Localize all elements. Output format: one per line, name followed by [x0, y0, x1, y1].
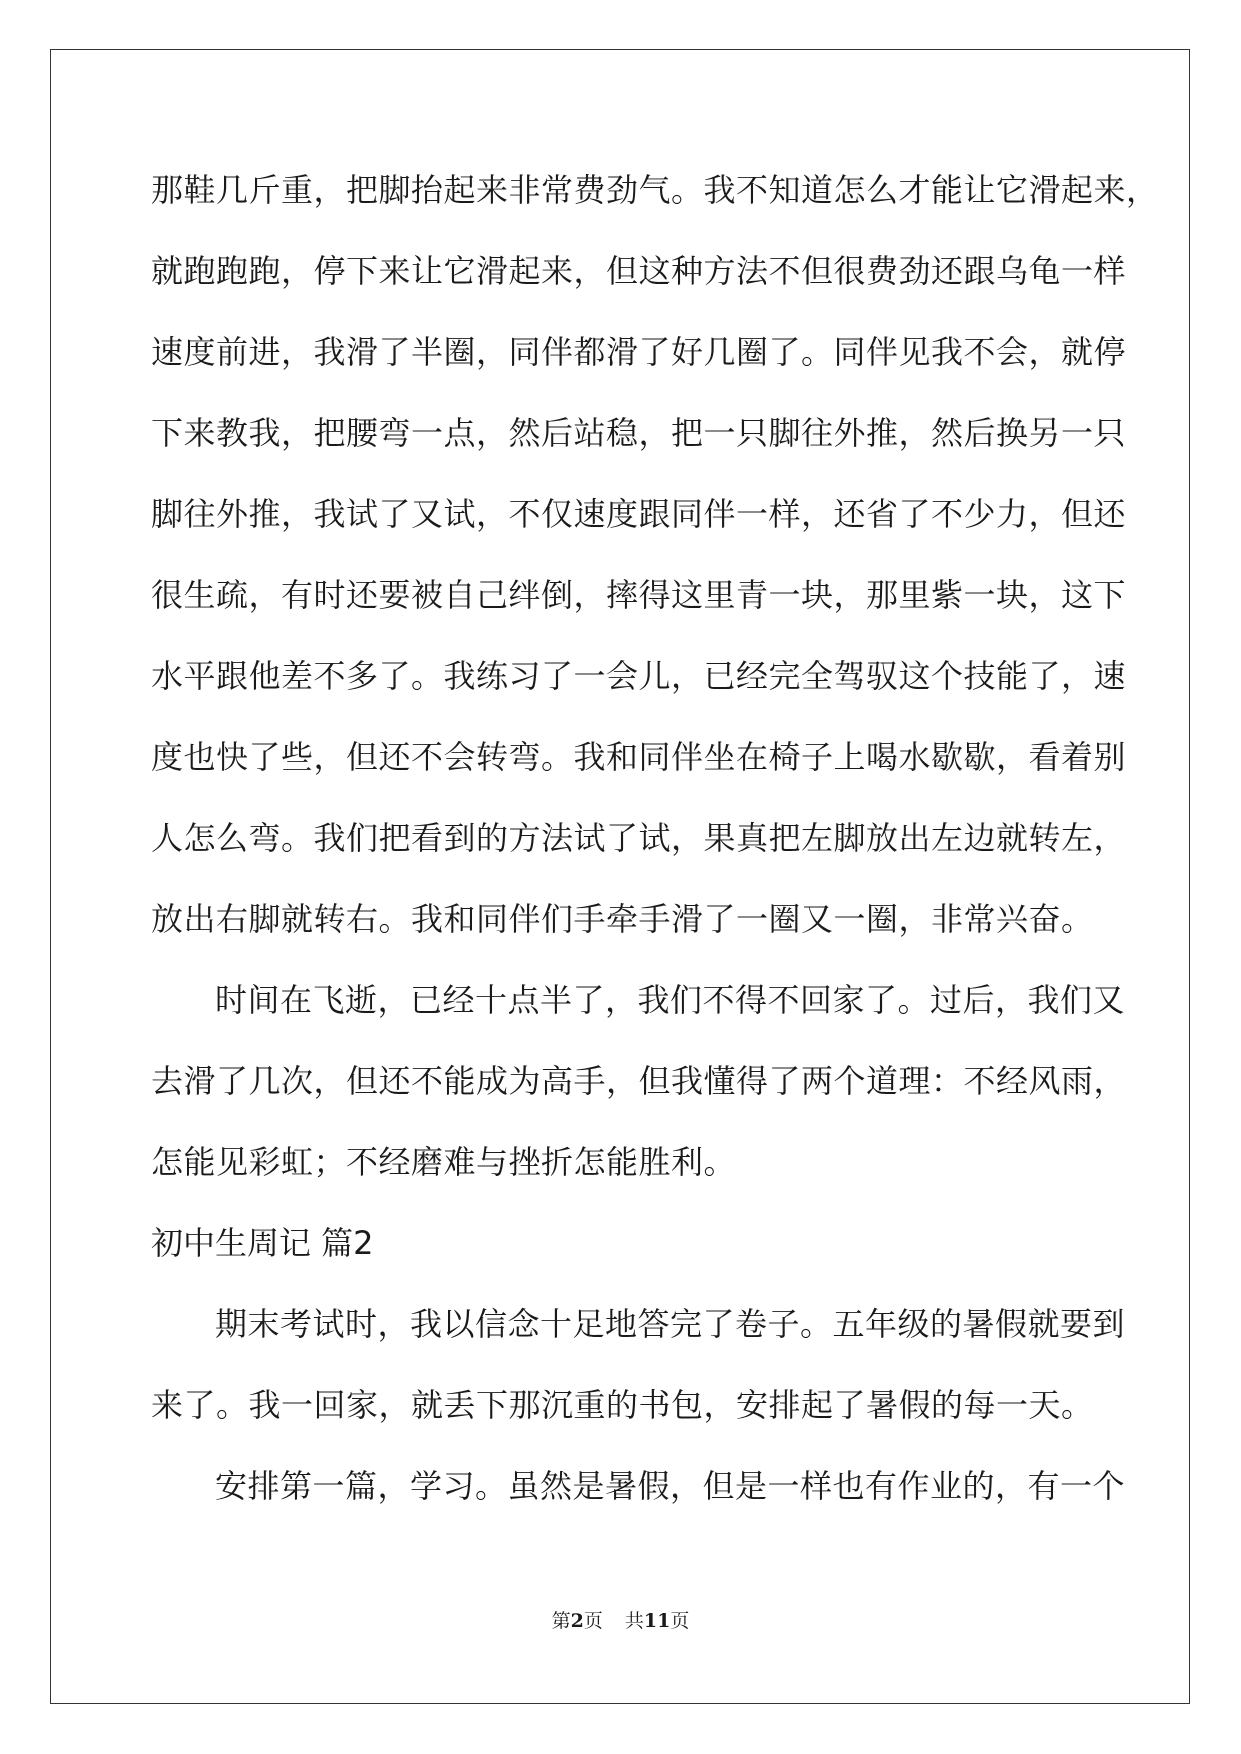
document-body — [151, 150, 1159, 1527]
page-number: 2 — [570, 1610, 584, 1632]
text-line: 速度前进，我滑了半圈，同伴都滑了好几圈了。同伴见我不会，就停 — [151, 333, 1127, 371]
text-line: 去滑了几次，但还不能成为高手，但我懂得了两个道理：不经风雨， — [151, 1062, 1127, 1100]
text-line: 下来教我，把腰弯一点，然后站稳，把一只脚往外推，然后换另一只 — [151, 414, 1127, 452]
text-line: 那鞋几斤重，把脚抬起来非常费劲气。我不知道怎么才能让它滑起来， — [151, 171, 1159, 209]
text-line: 放出右脚就转右。我和同伴们手牵手滑了一圈又一圈，非常兴奋。 — [151, 900, 1094, 938]
text-line: 人怎么弯。我们把看到的方法试了试，果真把左脚放出左边就转左， — [151, 819, 1127, 857]
paragraph-start-line: 时间在飞逝，已经十点半了，我们不得不回家了。过后，我们又 — [215, 981, 1126, 1019]
text-line: 脚往外推，我试了又试，不仅速度跟同伴一样，还省了不少力，但还 — [151, 495, 1127, 533]
text-line: 来了。我一回家，就丢下那沉重的书包，安排起了暑假的每一天。 — [151, 1386, 1094, 1424]
text-line: 就跑跑跑，停下来让它滑起来，但这种方法不但很费劲还跟乌龟一样 — [151, 252, 1127, 290]
paragraph-start-line: 安排第一篇，学习。虽然是暑假，但是一样也有作业的，有一个 — [215, 1467, 1126, 1505]
paragraph-start-line: 期末考试时，我以信念十足地答完了卷子。五年级的暑假就要到 — [215, 1305, 1126, 1343]
total-pages: 11 — [643, 1610, 671, 1632]
text-line: 很生疏，有时还要被自己绊倒，摔得这里青一块，那里紫一块，这下 — [151, 576, 1127, 614]
page-suffix: 页 — [583, 1610, 603, 1632]
section-heading: 初中生周记 篇2 — [151, 1224, 374, 1262]
page-footer — [0, 1606, 1241, 1633]
text-line: 水平跟他差不多了。我练习了一会儿，已经完全驾驭这个技能了，速 — [151, 657, 1127, 695]
page-prefix: 第 — [551, 1610, 571, 1632]
text-line: 怎能见彩虹；不经磨难与挫折怎能胜利。 — [151, 1143, 737, 1181]
total-prefix: 共 — [624, 1610, 644, 1632]
total-suffix: 页 — [670, 1610, 690, 1632]
text-line: 度也快了些，但还不会转弯。我和同伴坐在椅子上喝水歇歇，看着别 — [151, 738, 1127, 776]
